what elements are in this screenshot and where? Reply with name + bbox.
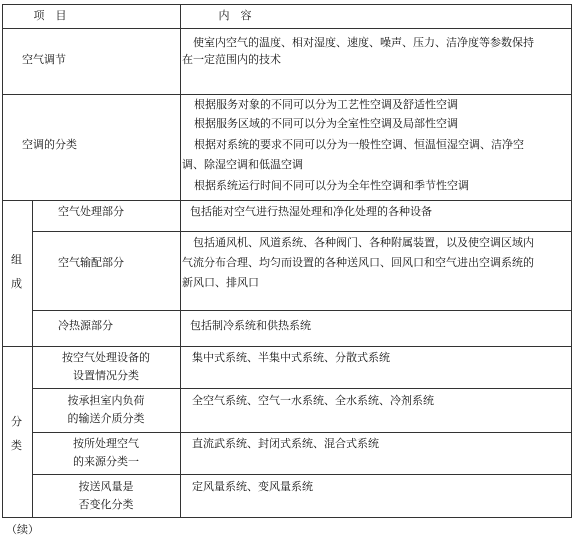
content-line: 定风量系统、变风量系统: [192, 480, 313, 493]
content-line: 使室内空气的温度、相对湿度、速度、噪声、压力、洁净度等参数保持: [182, 36, 534, 49]
row-label-by-medium: 的输送介质分类: [67, 412, 145, 425]
content-line: 包括能对空气进行热湿处理和净化处理的各种设备: [190, 205, 432, 218]
row-divider: [32, 474, 572, 475]
table-border-top: [2, 4, 572, 5]
row-label-air-conditioning: 空气调节: [22, 53, 66, 66]
row-label-by-medium: 按承担室内负荷: [67, 394, 145, 407]
row-label-air-handling: 空气处理部分: [58, 205, 124, 218]
content-line: 包括通风机、风道系统、各种阀门、各种附属装置，以及使空调区域内: [182, 236, 534, 249]
content-line: 全空气系统、空气一水系统、全水系统、冷剂系统: [192, 394, 434, 407]
content-line: 在一定范围内的技术: [182, 53, 281, 66]
row-divider: [32, 231, 572, 232]
content-line: 气流分布合理、均匀而设置的各种送风口、回风口和空气进出空调系统的: [182, 256, 534, 269]
content-line: 根据对系统的要求不同可以分为一般性空调、恒温恒湿空调、洁净空: [194, 138, 524, 151]
row-divider: [2, 200, 572, 201]
row-label-by-air-volume: 按送风量是: [78, 480, 134, 493]
row-divider: [32, 388, 572, 389]
group-label-classification-2: 类: [11, 439, 22, 452]
header-item: 项 目: [33, 9, 67, 22]
group-label-composition-1: 组: [11, 253, 22, 266]
table-border-left: [2, 4, 3, 518]
row-divider: [32, 310, 572, 311]
content-line: 根据服务区域的不同可以分为全室性空调及局部性空调: [194, 117, 458, 130]
column-divider: [180, 4, 181, 518]
row-label-by-air-volume: 否变化分类: [78, 498, 134, 511]
content-line: 集中式系统、半集中式系统、分散式系统: [192, 351, 390, 364]
row-divider: [2, 346, 572, 347]
row-label-by-air-source: 的来源分类一: [73, 455, 139, 468]
table-border-bottom: [2, 517, 572, 518]
content-line: 包括制冷系统和供热系统: [190, 319, 311, 332]
row-label-by-air-source: 按所处理空气: [73, 437, 139, 450]
content-line: 新风口、排风口: [182, 276, 259, 289]
table-border-right: [571, 4, 572, 518]
row-divider: [2, 94, 572, 95]
content-line: 根据系统运行时间不同可以分为全年性空调和季节性空调: [194, 179, 469, 192]
row-label-cold-heat-source: 冷热源部分: [58, 319, 113, 332]
continued-caption: （续）: [6, 523, 39, 536]
group-label-classification-1: 分: [11, 415, 22, 428]
row-label-ac-classification: 空调的分类: [22, 138, 77, 151]
content-line: 调、除湿空调和低温空调: [182, 158, 303, 171]
content-line: 根据服务对象的不同可以分为工艺性空调及舒适性空调: [194, 98, 458, 111]
row-label-by-equipment: 按空气处理设备的: [62, 351, 150, 364]
content-line: 直流武系统、封闭式系统、混合式系统: [192, 437, 379, 450]
row-label-air-distribution: 空气输配部分: [58, 256, 124, 269]
header-content: 内 容: [218, 9, 252, 22]
row-label-by-equipment: 设置情况分类: [73, 369, 139, 382]
group-label-composition-2: 成: [11, 277, 22, 290]
row-divider: [2, 28, 572, 29]
row-divider: [32, 432, 572, 433]
air-conditioning-table: [2, 4, 572, 518]
